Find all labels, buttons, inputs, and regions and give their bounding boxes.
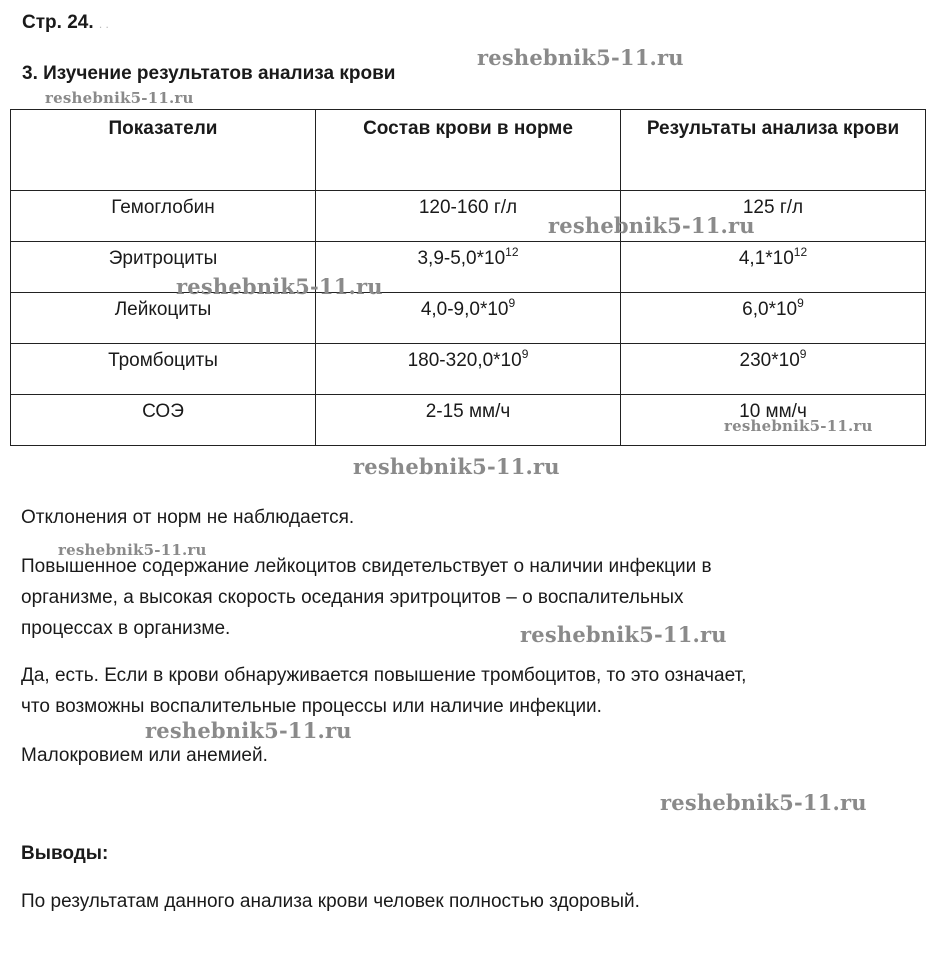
watermark: reshebnik5-11.ru — [660, 790, 867, 815]
watermark: reshebnik5-11.ru — [724, 417, 873, 435]
section-title: 3. Изучение результатов анализа крови — [22, 63, 396, 84]
watermark: reshebnik5-11.ru — [58, 541, 207, 559]
text-line: что возможны воспалительные процессы или наличие инфекции. — [21, 696, 602, 717]
blood-analysis-table — [10, 109, 926, 446]
cell-norm — [316, 344, 621, 395]
cell-name: Лейкоциты — [11, 293, 316, 344]
table-header-row — [11, 110, 926, 191]
header-result: Результаты анализа крови — [621, 110, 926, 191]
header-norm: Состав крови в норме — [316, 110, 621, 191]
text-line: Повышенное содержание лейкоцитов свидетельствует о наличии инфекции в — [21, 556, 712, 577]
cell-name: Эритроциты — [11, 242, 316, 293]
norm-value: 3,9-5,0*10 — [417, 248, 506, 269]
result-value: 6,0*10 — [742, 299, 798, 320]
page-dots: . . — [98, 17, 109, 31]
norm-exponent: 9 — [521, 347, 529, 361]
page-label: Стр. 24. — [22, 12, 94, 33]
watermark: reshebnik5-11.ru — [353, 454, 560, 479]
result-exponent: 9 — [799, 347, 807, 361]
paragraph-deviation: Отклонения от норм не наблюдается. — [21, 507, 355, 528]
result-value: 230*10 — [739, 350, 800, 371]
cell-name: Гемоглобин — [11, 191, 316, 242]
norm-value: 180-320,0*10 — [407, 350, 522, 371]
watermark: reshebnik5-11.ru — [45, 89, 194, 107]
cell-name: Тромбоциты — [11, 344, 316, 395]
cell-norm — [316, 395, 621, 446]
norm-value: 120-160 г/л — [418, 197, 518, 218]
text-line: организме, а высокая скорость оседания эритроцитов – о воспалительных — [21, 587, 684, 608]
conclusions-heading: Выводы: — [21, 843, 109, 864]
paragraph-platelets — [21, 660, 921, 722]
conclusions-text: По результатам данного анализа крови человек полностью здоровый. — [21, 891, 640, 912]
norm-exponent: 9 — [508, 296, 516, 310]
cell-name: СОЭ — [11, 395, 316, 446]
result-exponent: 9 — [797, 296, 804, 310]
table-row — [11, 293, 926, 344]
page-number — [22, 12, 109, 34]
cell-result — [621, 293, 926, 344]
watermark: reshebnik5-11.ru — [477, 45, 684, 70]
watermark: reshebnik5-11.ru — [176, 274, 383, 299]
watermark: reshebnik5-11.ru — [145, 718, 352, 743]
text-line: процессах в организме. — [21, 618, 231, 639]
result-value: 4,1*10 — [738, 248, 794, 269]
watermark: reshebnik5-11.ru — [548, 213, 755, 238]
text-line: Да, есть. Если в крови обнаруживается повышение тромбоцитов, то это означает, — [21, 665, 747, 686]
paragraph-anemia: Малокровием или анемией. — [21, 745, 268, 766]
paragraph-leukocytes — [21, 551, 921, 644]
norm-value: 2-15 мм/ч — [425, 401, 511, 422]
result-value: 10 мм/ч — [739, 401, 807, 422]
header-indicator: Показатели — [11, 110, 316, 191]
cell-norm — [316, 293, 621, 344]
cell-result — [621, 242, 926, 293]
norm-exponent: 12 — [505, 245, 519, 259]
result-value: 125 г/л — [742, 197, 804, 218]
cell-result — [621, 344, 926, 395]
table-row — [11, 344, 926, 395]
result-exponent: 12 — [793, 245, 808, 259]
watermark: reshebnik5-11.ru — [520, 622, 727, 647]
norm-value: 4,0-9,0*10 — [420, 299, 509, 320]
table-row — [11, 242, 926, 293]
table-row — [11, 191, 926, 242]
